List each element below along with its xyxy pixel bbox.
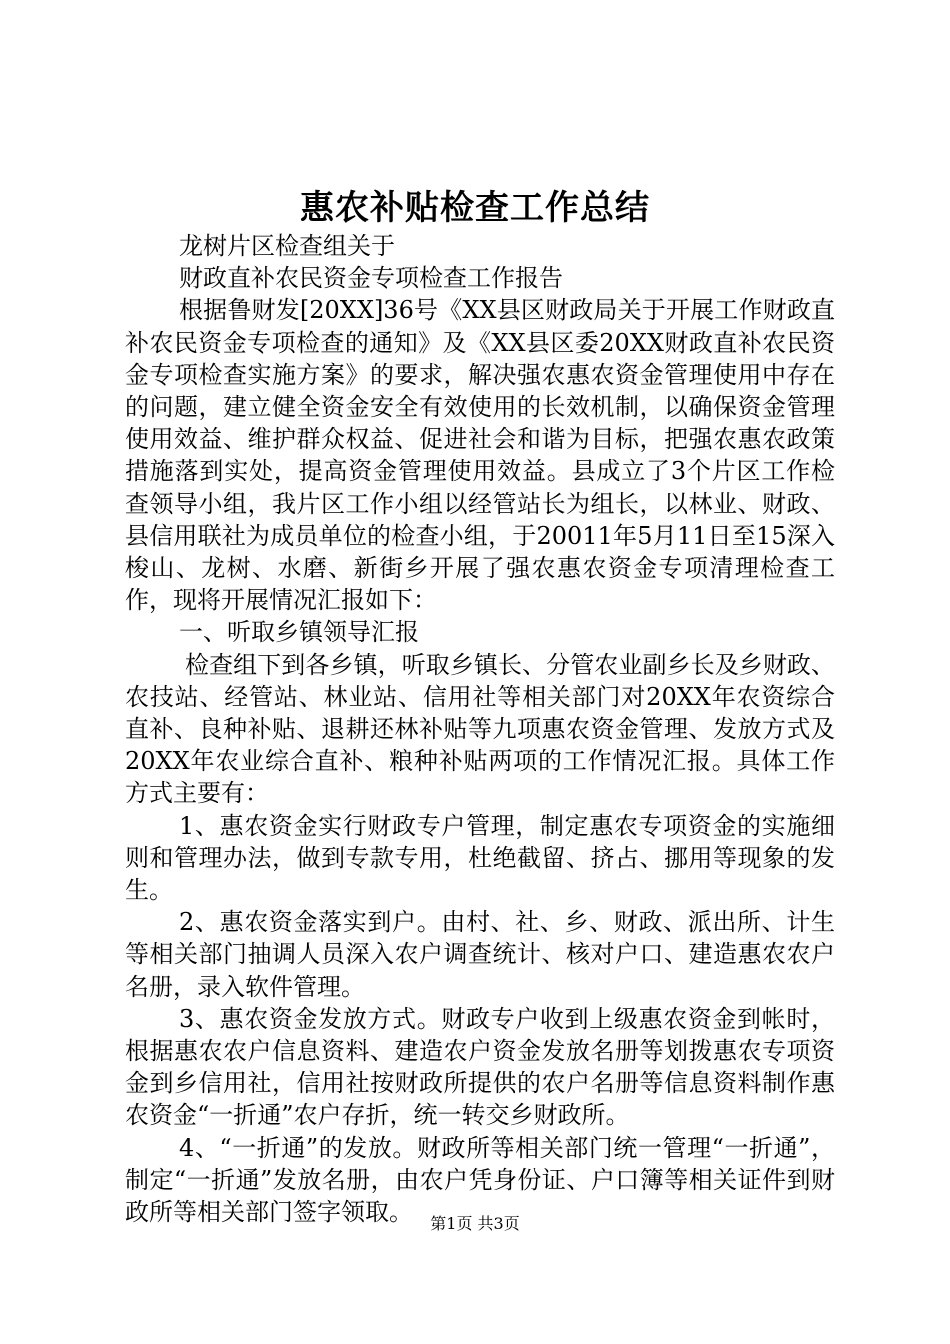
page-footer: 第1页 共3页	[430, 1214, 520, 1233]
paragraph-item-2: 2、惠农资金落实到户。由村、社、乡、财政、派出所、计生等相关部门抽调人员深入农户调查统计、核对户口、建造惠农农户名册，录入软件管理。	[125, 908, 835, 1001]
paragraph-intro: 根据鲁财发[20XX]36号《XX县区财政局关于开展工作财政直补农民资金专项检查的通知》及《XX县区委20XX财政直补农民资金专项检查实施方案》的要求，解决强农惠农资金管理使用中存在的问题，建立健全资金安全有效使用的长效机制，以确保资金管理使用效益、维护群众权益、促进社会和谐为目标，把强农惠农政策措施落到实处，提高资金管理使用效益。县成立了3个片区工作检查领导小组，我片区工作小组以经管站长为组长，以林业、财政、县信用联社为成员单位的检查小组，于20011年5月11日至15深入梭山、龙树、水磨、新街乡开展了强农惠农资金专项清理检查工作，现将开展情况汇报如下：	[125, 296, 835, 615]
subtitle-line-1: 龙树片区检查组关于	[179, 232, 395, 260]
paragraph-item-4: 4、“一折通”的发放。财政所等相关部门统一管理“一折通”，制定“一折通”发放名册，由农户凭身份证、户口簿等相关证件到财政所等相关部门签字领取。	[125, 1133, 835, 1227]
paragraph-section-1: 检查组下到各乡镇，听取乡镇长、分管农业副乡长及乡财政、农技站、经管站、林业站、信用社等相关部门对20XX年农资综合直补、良种补贴、退耕还林补贴等九项惠农资金管理、发放方式及20XX年农业综合直补、粮种补贴两项的工作情况汇报。具体工作方式主要有：	[125, 650, 835, 808]
document-title: 惠农补贴检查工作总结	[300, 188, 650, 228]
paragraph-item-3: 3、惠农资金发放方式。财政专户收到上级惠农资金到帐时，根据惠农农户信息资料、建造农户资金发放名册等划拨惠农专项资金到乡信用社，信用社按财政所提供的农户名册等信息资料制作惠农资金“一折通”农户存折，统一转交乡财政所。	[125, 1004, 835, 1130]
section-heading-1: 一、听取乡镇领导汇报	[179, 618, 419, 647]
document-body	[125, 230, 835, 1228]
paragraph-item-1: 1、惠农资金实行财政专户管理，制定惠农专项资金的实施细则和管理办法，做到专款专用，杜绝截留、挤占、挪用等现象的发生。	[125, 811, 835, 905]
subtitle-line-2: 财政直补农民资金专项检查工作报告	[179, 264, 563, 293]
